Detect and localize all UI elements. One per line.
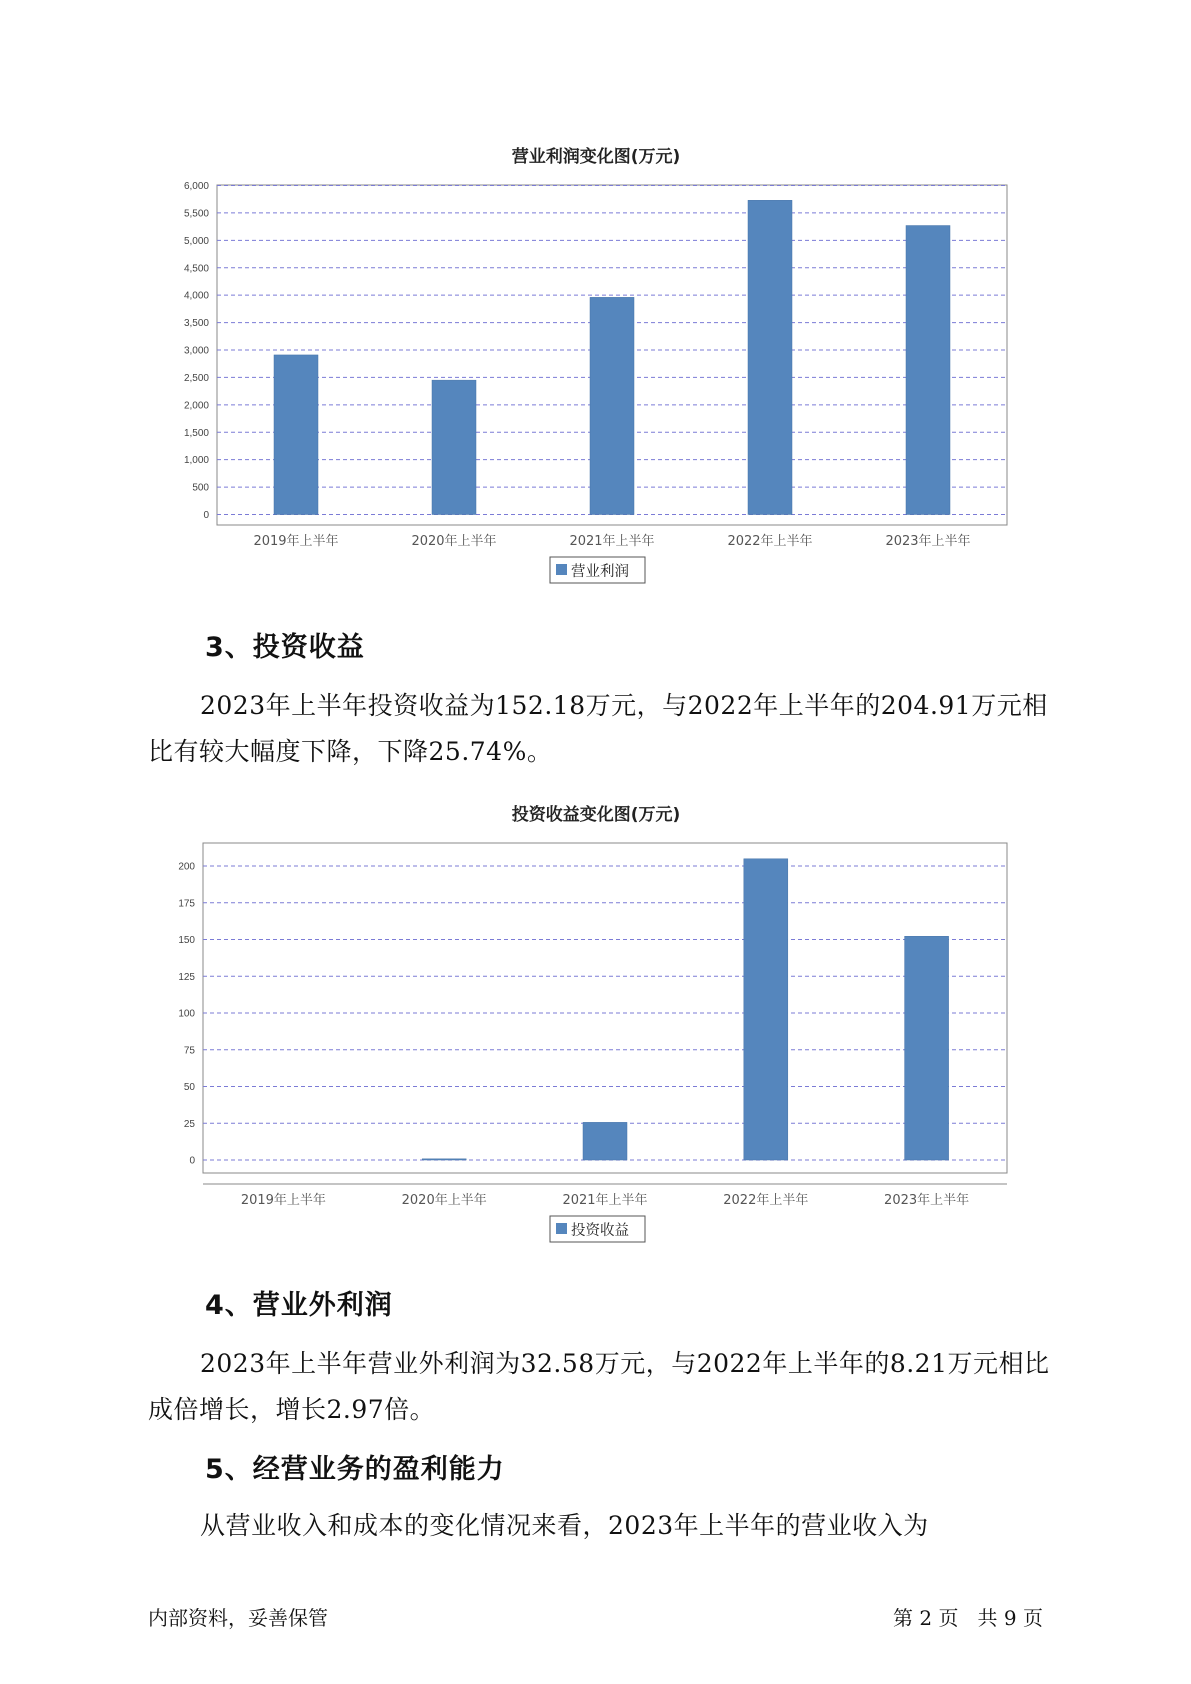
y-tick-label: 100 (178, 1008, 195, 1020)
x-tick-label: 2019年上半年 (240, 1193, 326, 1208)
y-tick-label: 2,000 (183, 400, 209, 412)
x-tick-label: 2022年上半年 (723, 1193, 809, 1208)
x-tick-label: 2020年上半年 (411, 534, 497, 549)
y-tick-label: 1,500 (183, 427, 209, 439)
y-tick-label: 500 (192, 482, 209, 494)
y-tick-label: 150 (178, 935, 195, 946)
bar (905, 936, 949, 1160)
legend-swatch (556, 1223, 567, 1234)
section-heading-investment-income: 3、投资收益 (205, 632, 365, 663)
x-tick-label: 2020年上半年 (401, 1193, 487, 1208)
legend-label: 投资收益 (571, 1223, 629, 1239)
footer-confidential-note: 内部资料，妥善保管 (148, 1606, 328, 1630)
legend (550, 1216, 645, 1242)
y-tick-label: 125 (178, 971, 195, 983)
y-tick-label: 5,500 (183, 208, 209, 220)
x-tick-label: 2022年上半年 (727, 534, 813, 549)
y-tick-label: 4,000 (183, 290, 209, 302)
y-tick-label: 0 (203, 510, 209, 521)
y-tick-label: 4,500 (183, 263, 209, 275)
y-tick-label: 3,500 (183, 318, 209, 330)
bar (583, 1122, 627, 1160)
y-tick-label: 0 (189, 1155, 195, 1167)
y-tick-label: 25 (183, 1118, 195, 1130)
legend-label: 营业利润 (571, 564, 629, 580)
bar (744, 859, 788, 1160)
chart-title: 投资收益变化图(万元) (511, 805, 681, 825)
y-tick-label: 200 (178, 861, 195, 873)
x-tick-label: 2023年上半年 (884, 1193, 970, 1208)
section-heading-profitability: 5、经营业务的盈利能力 (205, 1454, 505, 1485)
x-tick-label: 2019年上半年 (253, 534, 339, 549)
x-tick-label: 2023年上半年 (885, 534, 971, 549)
y-tick-label: 2,500 (183, 372, 209, 384)
y-tick-label: 6,000 (183, 181, 209, 192)
non-operating-profit-paragraph: 2023年上半年营业外利润为32.58万元，与2022年上半年的8.21万元相比成倍增长，增长2.97倍。 (148, 1349, 1050, 1424)
footer-page-number: 第 2 页 共 9 页 (893, 1606, 1043, 1630)
bar (422, 1159, 466, 1160)
y-tick-label: 50 (183, 1082, 195, 1093)
x-tick-label: 2021年上半年 (562, 1193, 648, 1208)
section-heading-non-operating-profit: 4、营业外利润 (205, 1290, 393, 1321)
y-tick-label: 5,000 (183, 235, 209, 247)
y-tick-label: 175 (178, 898, 195, 910)
y-tick-label: 75 (183, 1045, 195, 1057)
chart-title: 营业利润变化图(万元) (511, 147, 681, 167)
x-tick-label: 2021年上半年 (569, 534, 655, 549)
y-tick-label: 3,000 (183, 345, 209, 357)
investment-income-paragraph: 2023年上半年投资收益为152.18万元，与2022年上半年的204.91万元相比有较大幅度下降，下降25.74%。 (148, 691, 1048, 766)
y-tick-label: 1,000 (183, 455, 209, 467)
profitability-paragraph: 从营业收入和成本的变化情况来看，2023年上半年的营业收入为 (200, 1511, 929, 1540)
